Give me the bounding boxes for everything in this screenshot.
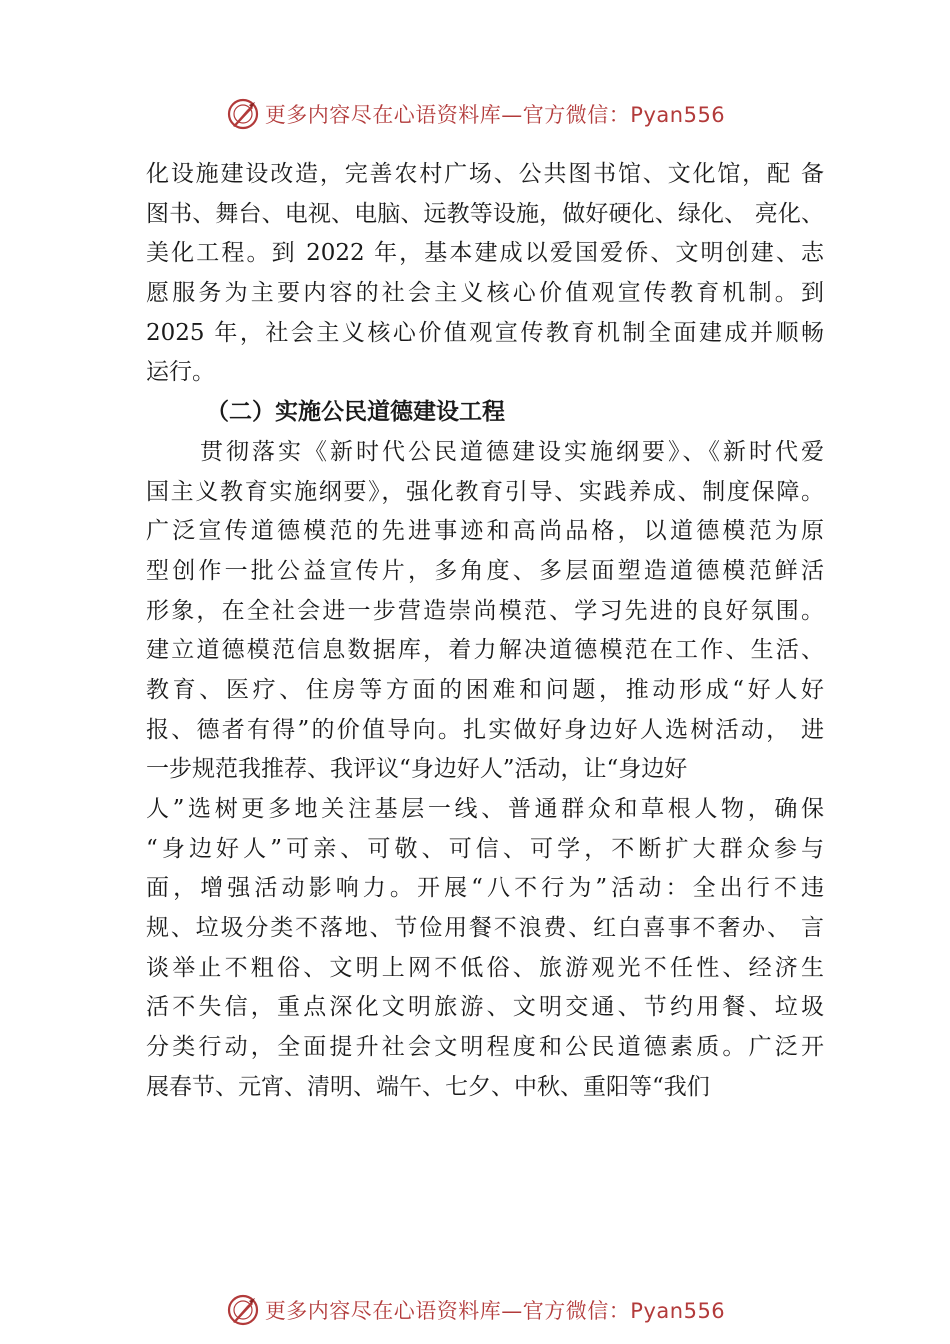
body-line: 教育、医疗、住房等方面的困难和问题，推动形成“好人好 <box>146 676 824 703</box>
body-line: 图书、舞台、电视、电脑、远教等设施，做好硬化、绿化、 亮化、 <box>146 200 824 227</box>
header-banner <box>0 94 950 134</box>
banner-text: 更多内容尽在心语资料库—官方微信：Pyan556 <box>264 1299 726 1323</box>
body-line: “身边好人”可亲、可敬、可信、可学，不断扩大群众参与 <box>146 835 824 862</box>
body-line: 人”选树更多地关注基层一线、普通群众和草根人物，确保 <box>146 796 824 822</box>
footer-banner <box>0 1290 950 1330</box>
body-line: 展春节、元宵、清明、端午、七夕、中秋、重阳等“我们 <box>146 1073 710 1100</box>
body-line: 规、垃圾分类不落地、节俭用餐不浪费、红白喜事不奢办、 言 <box>146 915 824 942</box>
body-line: 美化工程。到 2022 年，基本建成以爱国爱侨、文明创建、志 <box>146 240 824 267</box>
body-line: 贯彻落实《新时代公民道德建设实施纲要》、《新时代爱 <box>200 438 824 465</box>
body-line: 愿服务为主要内容的社会主义核心价值观宣传教育机制。到 <box>146 280 824 307</box>
body-line: 运行。 <box>146 359 215 386</box>
body-line: 形象，在全社会进一步营造崇尚模范、学习先进的良好氛围。 <box>146 597 824 624</box>
body-line: 谈举止不粗俗、文明上网不低俗、旅游观光不任性、经济生 <box>146 954 824 981</box>
body-line: 国主义教育实施纲要》，强化教育引导、实践养成、制度保障。 <box>146 478 824 505</box>
body-line: 建立道德模范信息数据库，着力解决道德模范在工作、生活、 <box>146 637 824 664</box>
body-line: 2025 年，社会主义核心价值观宣传教育机制全面建成并顺畅 <box>146 319 824 346</box>
body-line: 型创作一批公益宣传片，多角度、多层面塑造道德模范鲜活 <box>146 557 824 584</box>
body-line: 化设施建设改造，完善农村广场、公共图书馆、文化馆，配 备 <box>146 161 824 187</box>
body-line: 面，增强活动影响力。开展“八不行为”活动：全出行不违 <box>146 875 824 902</box>
body-line: 分类行动，全面提升社会文明程度和公民道德素质。广泛开 <box>146 1034 824 1061</box>
banner-text: 更多内容尽在心语资料库—官方微信：Pyan556 <box>264 103 726 127</box>
body-line: 活不失信，重点深化文明旅游、文明交通、节约用餐、垃圾 <box>146 994 824 1021</box>
body-line: 广泛宣传道德模范的先进事迹和高尚品格，以道德模范为原 <box>146 518 824 545</box>
section-heading: （二）实施公民道德建设工程 <box>206 399 505 426</box>
body-line: 报、德者有得”的价值导向。扎实做好身边好人选树活动， 进 <box>146 716 824 743</box>
pen-nib-seal-icon <box>225 96 261 132</box>
body-line: 一步规范我推荐、我评议“身边好人”活动，让“身边好 <box>146 756 688 783</box>
pen-nib-seal-icon <box>225 1292 261 1328</box>
document-body <box>146 155 824 1108</box>
